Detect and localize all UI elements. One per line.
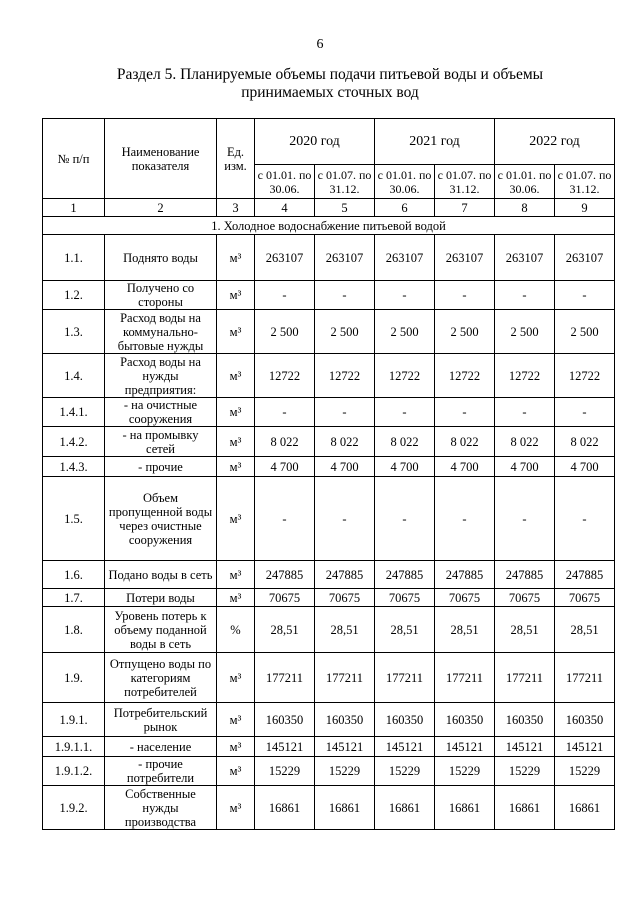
row-value: 145121 — [495, 737, 555, 757]
table-row — [43, 281, 615, 310]
table-row — [43, 757, 615, 786]
row-value: 2 500 — [495, 310, 555, 354]
row-unit: м³ — [217, 786, 255, 830]
section-title-line-2: принимаемых сточных вод — [241, 84, 419, 101]
table-row — [43, 653, 615, 703]
row-value: 15229 — [255, 757, 315, 786]
row-value: 160350 — [495, 703, 555, 737]
row-value: 160350 — [435, 703, 495, 737]
row-name: - на промывку сетей — [105, 427, 217, 457]
header-name: Наименование показателя — [105, 119, 217, 199]
row-number: 1.2. — [43, 281, 105, 310]
row-unit: м³ — [217, 354, 255, 398]
row-value: - — [495, 477, 555, 561]
row-value: 15229 — [375, 757, 435, 786]
table-row — [43, 477, 615, 561]
row-value: - — [375, 398, 435, 427]
row-name: Объем пропущенной воды через очистные сооружения — [105, 477, 217, 561]
row-value: 247885 — [435, 561, 495, 589]
row-unit: м³ — [217, 589, 255, 607]
row-number: 1.4.2. — [43, 427, 105, 457]
row-name: Собственные нужды производства — [105, 786, 217, 830]
row-value: 2 500 — [375, 310, 435, 354]
row-name: Расход воды на нужды предприятия: — [105, 354, 217, 398]
row-value: 12722 — [435, 354, 495, 398]
row-value: 8 022 — [435, 427, 495, 457]
row-value: 145121 — [555, 737, 615, 757]
row-unit: м³ — [217, 477, 255, 561]
row-value: 28,51 — [555, 607, 615, 653]
row-unit: м³ — [217, 235, 255, 281]
row-value: - — [315, 477, 375, 561]
row-value: - — [555, 398, 615, 427]
header-period: с 01.01. по 30.06. — [495, 165, 555, 199]
row-value: - — [255, 477, 315, 561]
row-unit: м³ — [217, 703, 255, 737]
table-row — [43, 589, 615, 607]
row-value: 247885 — [495, 561, 555, 589]
row-value: 8 022 — [555, 427, 615, 457]
column-number: 4 — [255, 199, 315, 217]
section-title-line-1: Раздел 5. Планируемые объемы подачи питьевой воды и объемы — [116, 66, 544, 83]
row-name: Подано воды в сеть — [105, 561, 217, 589]
row-value: - — [255, 281, 315, 310]
row-value: 28,51 — [255, 607, 315, 653]
row-value: 160350 — [375, 703, 435, 737]
row-value: 263107 — [555, 235, 615, 281]
row-value: 28,51 — [435, 607, 495, 653]
column-number: 9 — [555, 199, 615, 217]
row-value: 2 500 — [315, 310, 375, 354]
row-unit: м³ — [217, 281, 255, 310]
row-value: 70675 — [375, 589, 435, 607]
row-value: - — [555, 477, 615, 561]
table-row — [43, 607, 615, 653]
column-number: 3 — [217, 199, 255, 217]
row-number: 1.9.1.1. — [43, 737, 105, 757]
row-number: 1.9.1.2. — [43, 757, 105, 786]
row-value: - — [375, 281, 435, 310]
column-number: 6 — [375, 199, 435, 217]
table-row — [43, 561, 615, 589]
row-value: 263107 — [375, 235, 435, 281]
row-value: 177211 — [315, 653, 375, 703]
table-body — [43, 235, 615, 830]
row-value: 12722 — [555, 354, 615, 398]
row-value: 160350 — [555, 703, 615, 737]
table-row — [43, 703, 615, 737]
table-row — [43, 427, 615, 457]
row-name: - прочие потребители — [105, 757, 217, 786]
row-value: - — [495, 398, 555, 427]
row-value: 177211 — [435, 653, 495, 703]
header-period: с 01.01. по 30.06. — [375, 165, 435, 199]
header-year-2021: 2021 год — [375, 119, 495, 165]
row-value: 28,51 — [375, 607, 435, 653]
row-unit: % — [217, 607, 255, 653]
row-value: 177211 — [555, 653, 615, 703]
table-row — [43, 354, 615, 398]
row-name: - прочие — [105, 457, 217, 477]
row-value: 70675 — [555, 589, 615, 607]
row-value: - — [315, 398, 375, 427]
row-unit: м³ — [217, 561, 255, 589]
row-number: 1.9. — [43, 653, 105, 703]
row-value: 16861 — [555, 786, 615, 830]
row-name: Уровень потерь к объему поданной воды в сеть — [105, 607, 217, 653]
row-value: 263107 — [255, 235, 315, 281]
row-value: 4 700 — [495, 457, 555, 477]
row-value: 28,51 — [495, 607, 555, 653]
row-value: - — [435, 477, 495, 561]
row-value: 16861 — [315, 786, 375, 830]
row-value: 4 700 — [375, 457, 435, 477]
row-number: 1.9.2. — [43, 786, 105, 830]
header-row-years — [43, 119, 615, 165]
row-value: - — [555, 281, 615, 310]
table-row — [43, 398, 615, 427]
column-number: 8 — [495, 199, 555, 217]
row-unit: м³ — [217, 653, 255, 703]
row-value: 70675 — [435, 589, 495, 607]
row-value: 145121 — [375, 737, 435, 757]
row-number: 1.4.1. — [43, 398, 105, 427]
row-name: - на очистные сооружения — [105, 398, 217, 427]
row-value: 16861 — [375, 786, 435, 830]
row-value: 160350 — [315, 703, 375, 737]
row-value: 263107 — [315, 235, 375, 281]
row-value: 247885 — [255, 561, 315, 589]
row-unit: м³ — [217, 398, 255, 427]
header-year-2020: 2020 год — [255, 119, 375, 165]
header-period: с 01.07. по 31.12. — [555, 165, 615, 199]
column-number: 2 — [105, 199, 217, 217]
row-value: 12722 — [495, 354, 555, 398]
row-number: 1.1. — [43, 235, 105, 281]
row-number: 1.3. — [43, 310, 105, 354]
row-value: 263107 — [495, 235, 555, 281]
row-value: 4 700 — [435, 457, 495, 477]
row-value: 2 500 — [555, 310, 615, 354]
section-row — [43, 217, 615, 235]
row-number: 1.6. — [43, 561, 105, 589]
row-value: 4 700 — [555, 457, 615, 477]
water-volumes-table — [42, 118, 615, 830]
row-value: 16861 — [255, 786, 315, 830]
column-number: 7 — [435, 199, 495, 217]
row-value: 247885 — [375, 561, 435, 589]
row-name: Расход воды на коммунально-бытовые нужды — [105, 310, 217, 354]
row-name: Отпущено воды по категориям потребителей — [105, 653, 217, 703]
header-period: с 01.07. по 31.12. — [435, 165, 495, 199]
row-name: Поднято воды — [105, 235, 217, 281]
column-number: 1 — [43, 199, 105, 217]
row-value: 263107 — [435, 235, 495, 281]
row-unit: м³ — [217, 737, 255, 757]
row-unit: м³ — [217, 757, 255, 786]
row-number: 1.5. — [43, 477, 105, 561]
row-value: 177211 — [255, 653, 315, 703]
table-row — [43, 457, 615, 477]
column-number: 5 — [315, 199, 375, 217]
row-value: 8 022 — [315, 427, 375, 457]
row-value: 28,51 — [315, 607, 375, 653]
table-row — [43, 786, 615, 830]
row-value: - — [435, 281, 495, 310]
row-value: 177211 — [375, 653, 435, 703]
row-number: 1.8. — [43, 607, 105, 653]
row-value: 145121 — [315, 737, 375, 757]
row-value: 70675 — [495, 589, 555, 607]
row-value: 12722 — [315, 354, 375, 398]
row-unit: м³ — [217, 310, 255, 354]
row-value: 15229 — [495, 757, 555, 786]
row-number: 1.4.3. — [43, 457, 105, 477]
row-number: 1.7. — [43, 589, 105, 607]
row-value: 70675 — [315, 589, 375, 607]
table-row — [43, 235, 615, 281]
row-value: 177211 — [495, 653, 555, 703]
header-year-2022: 2022 год — [495, 119, 615, 165]
row-value: 70675 — [255, 589, 315, 607]
section-heading: 1. Холодное водоснабжение питьевой водой — [43, 217, 615, 235]
row-value: 12722 — [375, 354, 435, 398]
row-value: 247885 — [315, 561, 375, 589]
table-row — [43, 737, 615, 757]
row-value: 4 700 — [255, 457, 315, 477]
row-value: 8 022 — [375, 427, 435, 457]
row-value: - — [375, 477, 435, 561]
row-value: 16861 — [495, 786, 555, 830]
row-unit: м³ — [217, 427, 255, 457]
row-value: 8 022 — [255, 427, 315, 457]
row-value: 15229 — [315, 757, 375, 786]
row-value: 15229 — [555, 757, 615, 786]
row-value: 16861 — [435, 786, 495, 830]
row-name: Получено со стороны — [105, 281, 217, 310]
row-value: 160350 — [255, 703, 315, 737]
row-value: 12722 — [255, 354, 315, 398]
row-name: Потребительский рынок — [105, 703, 217, 737]
row-value: 4 700 — [315, 457, 375, 477]
row-value: 145121 — [435, 737, 495, 757]
header-period: с 01.01. по 30.06. — [255, 165, 315, 199]
row-number: 1.4. — [43, 354, 105, 398]
row-value: - — [435, 398, 495, 427]
column-number-row — [43, 199, 615, 217]
header-unit: Ед. изм. — [217, 119, 255, 199]
page-number: 6 — [316, 37, 324, 52]
row-number: 1.9.1. — [43, 703, 105, 737]
row-value: 15229 — [435, 757, 495, 786]
row-value: 2 500 — [435, 310, 495, 354]
row-value: 145121 — [255, 737, 315, 757]
row-value: - — [255, 398, 315, 427]
header-period: с 01.07. по 31.12. — [315, 165, 375, 199]
row-value: 247885 — [555, 561, 615, 589]
row-name: Потери воды — [105, 589, 217, 607]
row-value: 2 500 — [255, 310, 315, 354]
row-value: - — [495, 281, 555, 310]
row-unit: м³ — [217, 457, 255, 477]
header-no: № п/п — [43, 119, 105, 199]
table-row — [43, 310, 615, 354]
row-value: 8 022 — [495, 427, 555, 457]
section-title — [80, 66, 580, 102]
row-value: - — [315, 281, 375, 310]
row-name: - население — [105, 737, 217, 757]
